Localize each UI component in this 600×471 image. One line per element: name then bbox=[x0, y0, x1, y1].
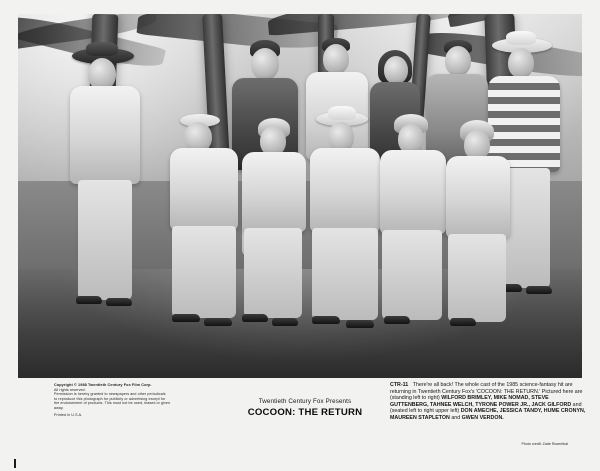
legs bbox=[78, 180, 132, 300]
shoe bbox=[204, 318, 232, 326]
torso bbox=[70, 86, 140, 184]
studio-presents-line: Twentieth Century Fox Presents bbox=[258, 398, 352, 405]
studio-title-block bbox=[230, 398, 380, 418]
synopsis-intro: There're all back! The whole cast of the 1985 science-fantasy hit are returning in Twentieth Century Fox's 'COCOON: THE RETURN.' Pictured here are (standing left to right) bbox=[390, 382, 583, 402]
hat-crown bbox=[328, 106, 356, 120]
synopsis-join: and bbox=[451, 414, 461, 421]
head bbox=[445, 46, 471, 76]
synopsis-text bbox=[390, 382, 586, 422]
film-title: COCOON: THE RETURN bbox=[247, 407, 363, 418]
shoe bbox=[450, 318, 476, 326]
still-code: CTR-11 bbox=[390, 382, 409, 388]
legs bbox=[244, 228, 302, 318]
copyright-line-4: the endorsement of products. This must not be used, leased or given bbox=[54, 401, 171, 406]
shoe bbox=[242, 314, 268, 322]
corner-registration-mark bbox=[14, 459, 16, 468]
caption-block bbox=[18, 380, 586, 456]
legs bbox=[172, 226, 236, 318]
head bbox=[251, 48, 279, 80]
torso bbox=[242, 152, 306, 232]
head bbox=[508, 48, 534, 78]
hat-crown bbox=[86, 42, 118, 56]
copyright-head: Copyright © 1988 Twentieth Century Fox Film Corp. bbox=[54, 383, 152, 387]
legs bbox=[448, 234, 506, 322]
shoe bbox=[106, 298, 132, 306]
shoe bbox=[346, 320, 374, 328]
legs bbox=[312, 228, 378, 320]
person-standing-1 bbox=[70, 48, 146, 348]
shoe bbox=[312, 316, 340, 324]
head bbox=[384, 56, 408, 84]
standing-names: WILFORD BRIMLEY, MIKE NOMAD, STEVE GUTTENBERG, TAHNEE WELCH, TYRONE POWER JR., JACK GILFORD bbox=[390, 395, 572, 408]
copyright-notice bbox=[54, 383, 194, 417]
copyright-line-1: All rights reserved. bbox=[54, 387, 86, 392]
torso bbox=[310, 148, 380, 232]
hat-crown bbox=[506, 31, 536, 45]
shoe bbox=[526, 286, 552, 294]
shoe bbox=[384, 316, 410, 324]
torso bbox=[446, 156, 510, 238]
person-seated-5 bbox=[446, 120, 516, 340]
shoe bbox=[76, 296, 102, 304]
copyright-line-5: away. bbox=[54, 405, 64, 410]
copyright-line-3: to reproduce this photograph for publicity or advertising except for bbox=[54, 396, 166, 401]
head bbox=[323, 44, 349, 74]
person-seated-2 bbox=[242, 118, 312, 338]
synopsis-middle: and (seated left to right upper left) bbox=[390, 401, 582, 415]
seated-names: DON AMECHE, JESSICA TANDY, HUME CRONYN, MAUREEN STAPLETON bbox=[390, 408, 586, 421]
shoe bbox=[172, 314, 200, 322]
torso bbox=[170, 148, 238, 230]
copyright-line-2: Permission is hereby granted to newspapers and other periodicals bbox=[54, 392, 166, 397]
photo-credit: Photo credit: Zade Rosenthal bbox=[521, 442, 568, 446]
cast-photograph bbox=[18, 14, 582, 378]
person-seated-4 bbox=[380, 114, 452, 339]
person-seated-1 bbox=[170, 114, 246, 344]
printed-in: Printed in U.S.A. bbox=[54, 412, 83, 417]
person-seated-3 bbox=[310, 112, 390, 347]
torso bbox=[380, 150, 446, 234]
legs bbox=[382, 230, 442, 320]
final-name: GWEN VERDON. bbox=[461, 414, 504, 421]
shoe bbox=[272, 318, 298, 326]
